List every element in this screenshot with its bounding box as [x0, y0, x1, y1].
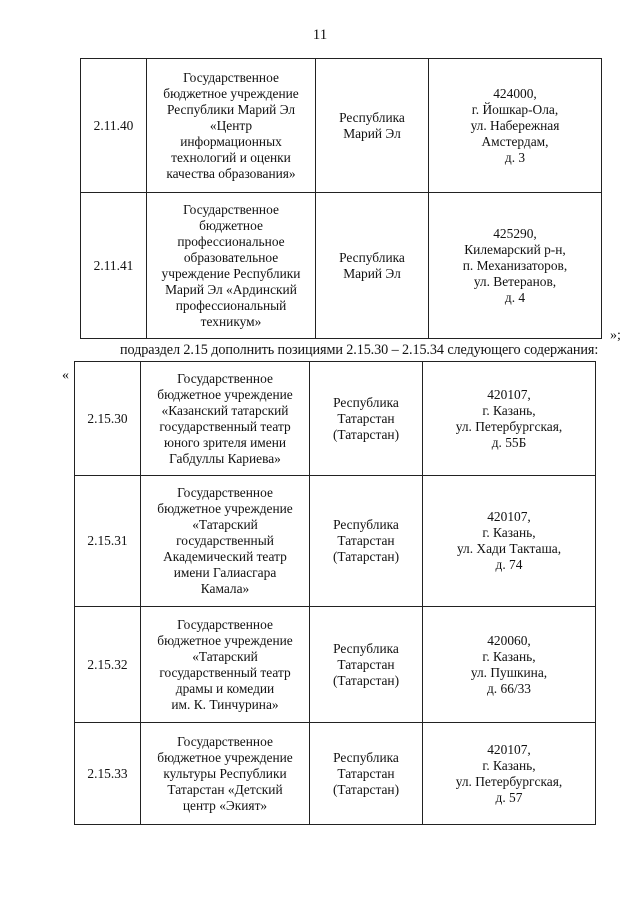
region-name: Республика Марий Эл — [316, 59, 429, 193]
address: 420107, г. Казань, ул. Петербургская, д. 55Б — [423, 362, 596, 476]
opening-quote: « — [62, 368, 69, 383]
region-name: Республика Татарстан (Татарстан) — [310, 362, 423, 476]
page-number: 11 — [312, 27, 328, 43]
region-name: Республика Татарстан (Татарстан) — [310, 476, 423, 607]
region-name: Республика Татарстан (Татарстан) — [310, 607, 423, 723]
organization-name: Государственное бюджетное учреждение «Татарский государственный театр драмы и комедии им. К. Тинчурина» — [141, 607, 310, 723]
position-code: 2.15.30 — [75, 362, 141, 476]
region-name: Республика Татарстан (Татарстан) — [310, 723, 423, 825]
address: 425290, Килемарский р-н, п. Механизаторов, ул. Ветеранов, д. 4 — [429, 193, 602, 339]
table-row — [81, 193, 602, 339]
address: 424000, г. Йошкар-Ола, ул. Набережная Амстердам, д. 3 — [429, 59, 602, 193]
position-code: 2.15.31 — [75, 476, 141, 607]
organization-name: Государственное бюджетное профессиональное образовательное учреждение Республики Марий Эл «Ардинский профессиональный техникум» — [147, 193, 316, 339]
table-row — [81, 59, 602, 193]
position-code: 2.11.41 — [81, 193, 147, 339]
closing-quote: »; — [610, 328, 621, 343]
table-row — [75, 362, 596, 476]
position-code: 2.15.32 — [75, 607, 141, 723]
table-row — [75, 723, 596, 825]
positions-table-bottom — [74, 361, 596, 825]
amendment-text: подраздел 2.15 дополнить позициями 2.15.30 – 2.15.34 следующего содержания: — [120, 342, 599, 358]
organization-name: Государственное бюджетное учреждение Республики Марий Эл «Центр информационных технологий и оценки качества образования» — [147, 59, 316, 193]
address: 420107, г. Казань, ул. Хади Такташа, д. 74 — [423, 476, 596, 607]
table-row — [75, 476, 596, 607]
address: 420107, г. Казань, ул. Петербургская, д. 57 — [423, 723, 596, 825]
positions-table-top — [80, 58, 602, 339]
table-row — [75, 607, 596, 723]
organization-name: Государственное бюджетное учреждение «Татарский государственный Академический театр имени Галиасгара Камала» — [141, 476, 310, 607]
position-code: 2.15.33 — [75, 723, 141, 825]
address: 420060, г. Казань, ул. Пушкина, д. 66/33 — [423, 607, 596, 723]
region-name: Республика Марий Эл — [316, 193, 429, 339]
organization-name: Государственное бюджетное учреждение «Казанский татарский государственный театр юного зрителя имени Габдуллы Кариева» — [141, 362, 310, 476]
organization-name: Государственное бюджетное учреждение культуры Республики Татарстан «Детский центр «Экият» — [141, 723, 310, 825]
position-code: 2.11.40 — [81, 59, 147, 193]
